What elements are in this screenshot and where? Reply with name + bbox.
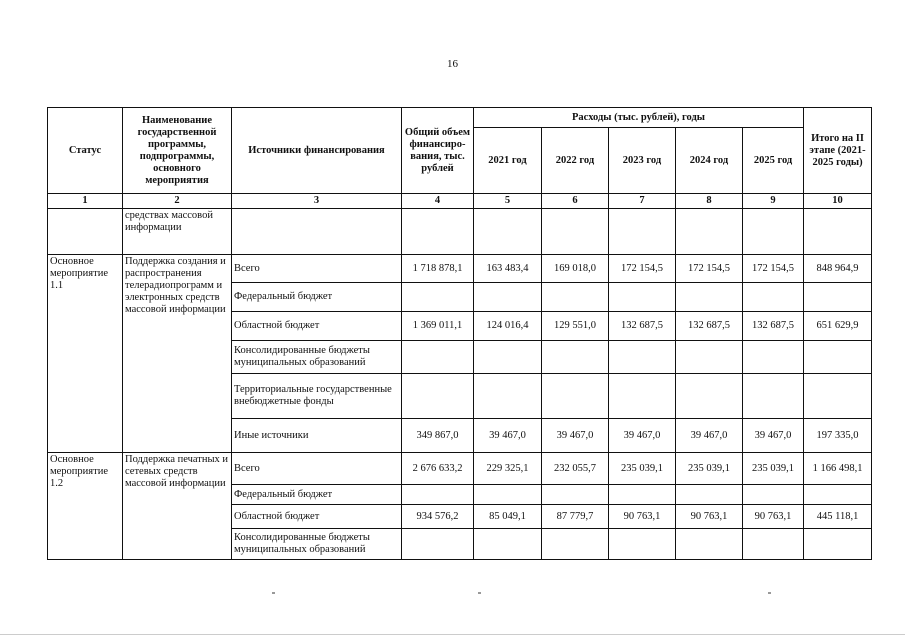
column-index: 8 xyxy=(676,194,743,209)
value-cell-total: 934 576,2 xyxy=(402,505,474,529)
header-year-2024: 2024 год xyxy=(676,128,743,194)
header-year-2025: 2025 год xyxy=(743,128,804,194)
source-cell: Консолидированные бюджеты муниципальных образований xyxy=(232,529,402,560)
value-cell-y2023 xyxy=(609,485,676,505)
table-row xyxy=(48,209,872,255)
value-cell-total: 1 718 878,1 xyxy=(402,255,474,283)
value-cell-y2021 xyxy=(474,529,542,560)
value-cell-stage xyxy=(804,485,872,505)
value-cell-total xyxy=(402,529,474,560)
column-index: 7 xyxy=(609,194,676,209)
value-cell-y2023: 132 687,5 xyxy=(609,312,676,341)
value-cell xyxy=(743,209,804,255)
value-cell-y2023: 90 763,1 xyxy=(609,505,676,529)
value-cell-stage xyxy=(804,529,872,560)
value-cell-y2025 xyxy=(743,374,804,419)
header-year-2023: 2023 год xyxy=(609,128,676,194)
column-index: 2 xyxy=(123,194,232,209)
value-cell-y2025: 235 039,1 xyxy=(743,453,804,485)
value-cell-total: 2 676 633,2 xyxy=(402,453,474,485)
value-cell-stage xyxy=(804,283,872,312)
value-cell-y2022: 129 551,0 xyxy=(542,312,609,341)
value-cell-y2021: 39 467,0 xyxy=(474,419,542,453)
source-cell: Федеральный бюджет xyxy=(232,485,402,505)
value-cell xyxy=(402,209,474,255)
value-cell-y2022: 169 018,0 xyxy=(542,255,609,283)
measure-name-cell: Поддержка создания и распространения телерадиопрограмм и электронных средств массовой информации xyxy=(123,255,232,453)
column-index: 9 xyxy=(743,194,804,209)
header-name: Наименование государственной программы, подпрограммы, основного мероприятия xyxy=(123,108,232,194)
value-cell-total xyxy=(402,283,474,312)
column-index-row xyxy=(48,194,872,209)
value-cell-stage: 1 166 498,1 xyxy=(804,453,872,485)
source-cell: Областной бюджет xyxy=(232,505,402,529)
scan-mark xyxy=(272,592,275,594)
column-index: 6 xyxy=(542,194,609,209)
value-cell-y2023 xyxy=(609,374,676,419)
table-row xyxy=(48,255,872,283)
measure-name-cell: средствах массовой информации xyxy=(123,209,232,255)
value-cell-y2025 xyxy=(743,283,804,312)
value-cell-stage: 848 964,9 xyxy=(804,255,872,283)
column-index: 5 xyxy=(474,194,542,209)
value-cell-y2022 xyxy=(542,485,609,505)
column-index: 10 xyxy=(804,194,872,209)
value-cell-y2021: 124 016,4 xyxy=(474,312,542,341)
value-cell-y2024: 172 154,5 xyxy=(676,255,743,283)
value-cell-y2023: 172 154,5 xyxy=(609,255,676,283)
source-cell xyxy=(232,209,402,255)
status-cell: Основное мероприятие 1.1 xyxy=(48,255,123,453)
status-cell xyxy=(48,209,123,255)
value-cell-stage xyxy=(804,341,872,374)
column-index: 1 xyxy=(48,194,123,209)
value-cell-y2024 xyxy=(676,283,743,312)
value-cell-y2023: 39 467,0 xyxy=(609,419,676,453)
value-cell-y2021: 229 325,1 xyxy=(474,453,542,485)
status-cell: Основное мероприятие 1.2 xyxy=(48,453,123,560)
source-cell: Областной бюджет xyxy=(232,312,402,341)
scan-mark xyxy=(478,592,481,594)
header-status: Статус xyxy=(48,108,123,194)
value-cell-y2021: 85 049,1 xyxy=(474,505,542,529)
table-body xyxy=(48,194,872,560)
value-cell-y2022 xyxy=(542,529,609,560)
value-cell-total: 1 369 011,1 xyxy=(402,312,474,341)
header-total: Общий объем финансиро-вания, тыс. рублей xyxy=(402,108,474,194)
value-cell-stage: 445 118,1 xyxy=(804,505,872,529)
value-cell-y2021 xyxy=(474,485,542,505)
value-cell-y2022 xyxy=(542,374,609,419)
value-cell-y2023 xyxy=(609,529,676,560)
source-cell: Консолидированные бюджеты муниципальных образований xyxy=(232,341,402,374)
value-cell-y2022: 87 779,7 xyxy=(542,505,609,529)
value-cell-y2023 xyxy=(609,341,676,374)
value-cell xyxy=(609,209,676,255)
value-cell xyxy=(542,209,609,255)
value-cell-y2022 xyxy=(542,341,609,374)
value-cell-total xyxy=(402,374,474,419)
value-cell-y2025 xyxy=(743,485,804,505)
table-row xyxy=(48,453,872,485)
value-cell-y2024 xyxy=(676,485,743,505)
value-cell-stage: 197 335,0 xyxy=(804,419,872,453)
value-cell-y2021 xyxy=(474,374,542,419)
value-cell-y2025 xyxy=(743,341,804,374)
value-cell-y2024: 132 687,5 xyxy=(676,312,743,341)
value-cell-y2024: 235 039,1 xyxy=(676,453,743,485)
column-index: 4 xyxy=(402,194,474,209)
value-cell-y2024 xyxy=(676,341,743,374)
value-cell-y2024: 90 763,1 xyxy=(676,505,743,529)
source-cell: Иные источники xyxy=(232,419,402,453)
source-cell: Всего xyxy=(232,453,402,485)
source-cell: Всего xyxy=(232,255,402,283)
value-cell-y2025: 90 763,1 xyxy=(743,505,804,529)
value-cell-total xyxy=(402,341,474,374)
value-cell-total: 349 867,0 xyxy=(402,419,474,453)
value-cell-y2021: 163 483,4 xyxy=(474,255,542,283)
value-cell-total xyxy=(402,485,474,505)
value-cell-y2024 xyxy=(676,374,743,419)
value-cell xyxy=(676,209,743,255)
column-index: 3 xyxy=(232,194,402,209)
value-cell-y2023 xyxy=(609,283,676,312)
header-stage-total: Итого на II этапе (2021-2025 годы) xyxy=(804,108,872,194)
value-cell xyxy=(804,209,872,255)
header-year-2021: 2021 год xyxy=(474,128,542,194)
header-sources: Источники финансирования xyxy=(232,108,402,194)
value-cell-stage xyxy=(804,374,872,419)
scan-edge xyxy=(0,634,905,635)
source-cell: Федеральный бюджет xyxy=(232,283,402,312)
value-cell-y2025 xyxy=(743,529,804,560)
header-year-2022: 2022 год xyxy=(542,128,609,194)
header-expenses: Расходы (тыс. рублей), годы xyxy=(474,108,804,128)
value-cell-stage: 651 629,9 xyxy=(804,312,872,341)
value-cell-y2024 xyxy=(676,529,743,560)
value-cell-y2021 xyxy=(474,283,542,312)
value-cell-y2021 xyxy=(474,341,542,374)
budget-table xyxy=(47,107,872,560)
measure-name-cell: Поддержка печатных и сетевых средств массовой информации xyxy=(123,453,232,560)
source-cell: Территориальные государственные внебюджетные фонды xyxy=(232,374,402,419)
value-cell-y2025: 172 154,5 xyxy=(743,255,804,283)
value-cell-y2025: 39 467,0 xyxy=(743,419,804,453)
value-cell-y2024: 39 467,0 xyxy=(676,419,743,453)
value-cell-y2022: 232 055,7 xyxy=(542,453,609,485)
value-cell-y2025: 132 687,5 xyxy=(743,312,804,341)
value-cell-y2022 xyxy=(542,283,609,312)
value-cell-y2022: 39 467,0 xyxy=(542,419,609,453)
page-number: 16 xyxy=(447,58,458,70)
scan-mark xyxy=(768,592,771,594)
value-cell xyxy=(474,209,542,255)
value-cell-y2023: 235 039,1 xyxy=(609,453,676,485)
